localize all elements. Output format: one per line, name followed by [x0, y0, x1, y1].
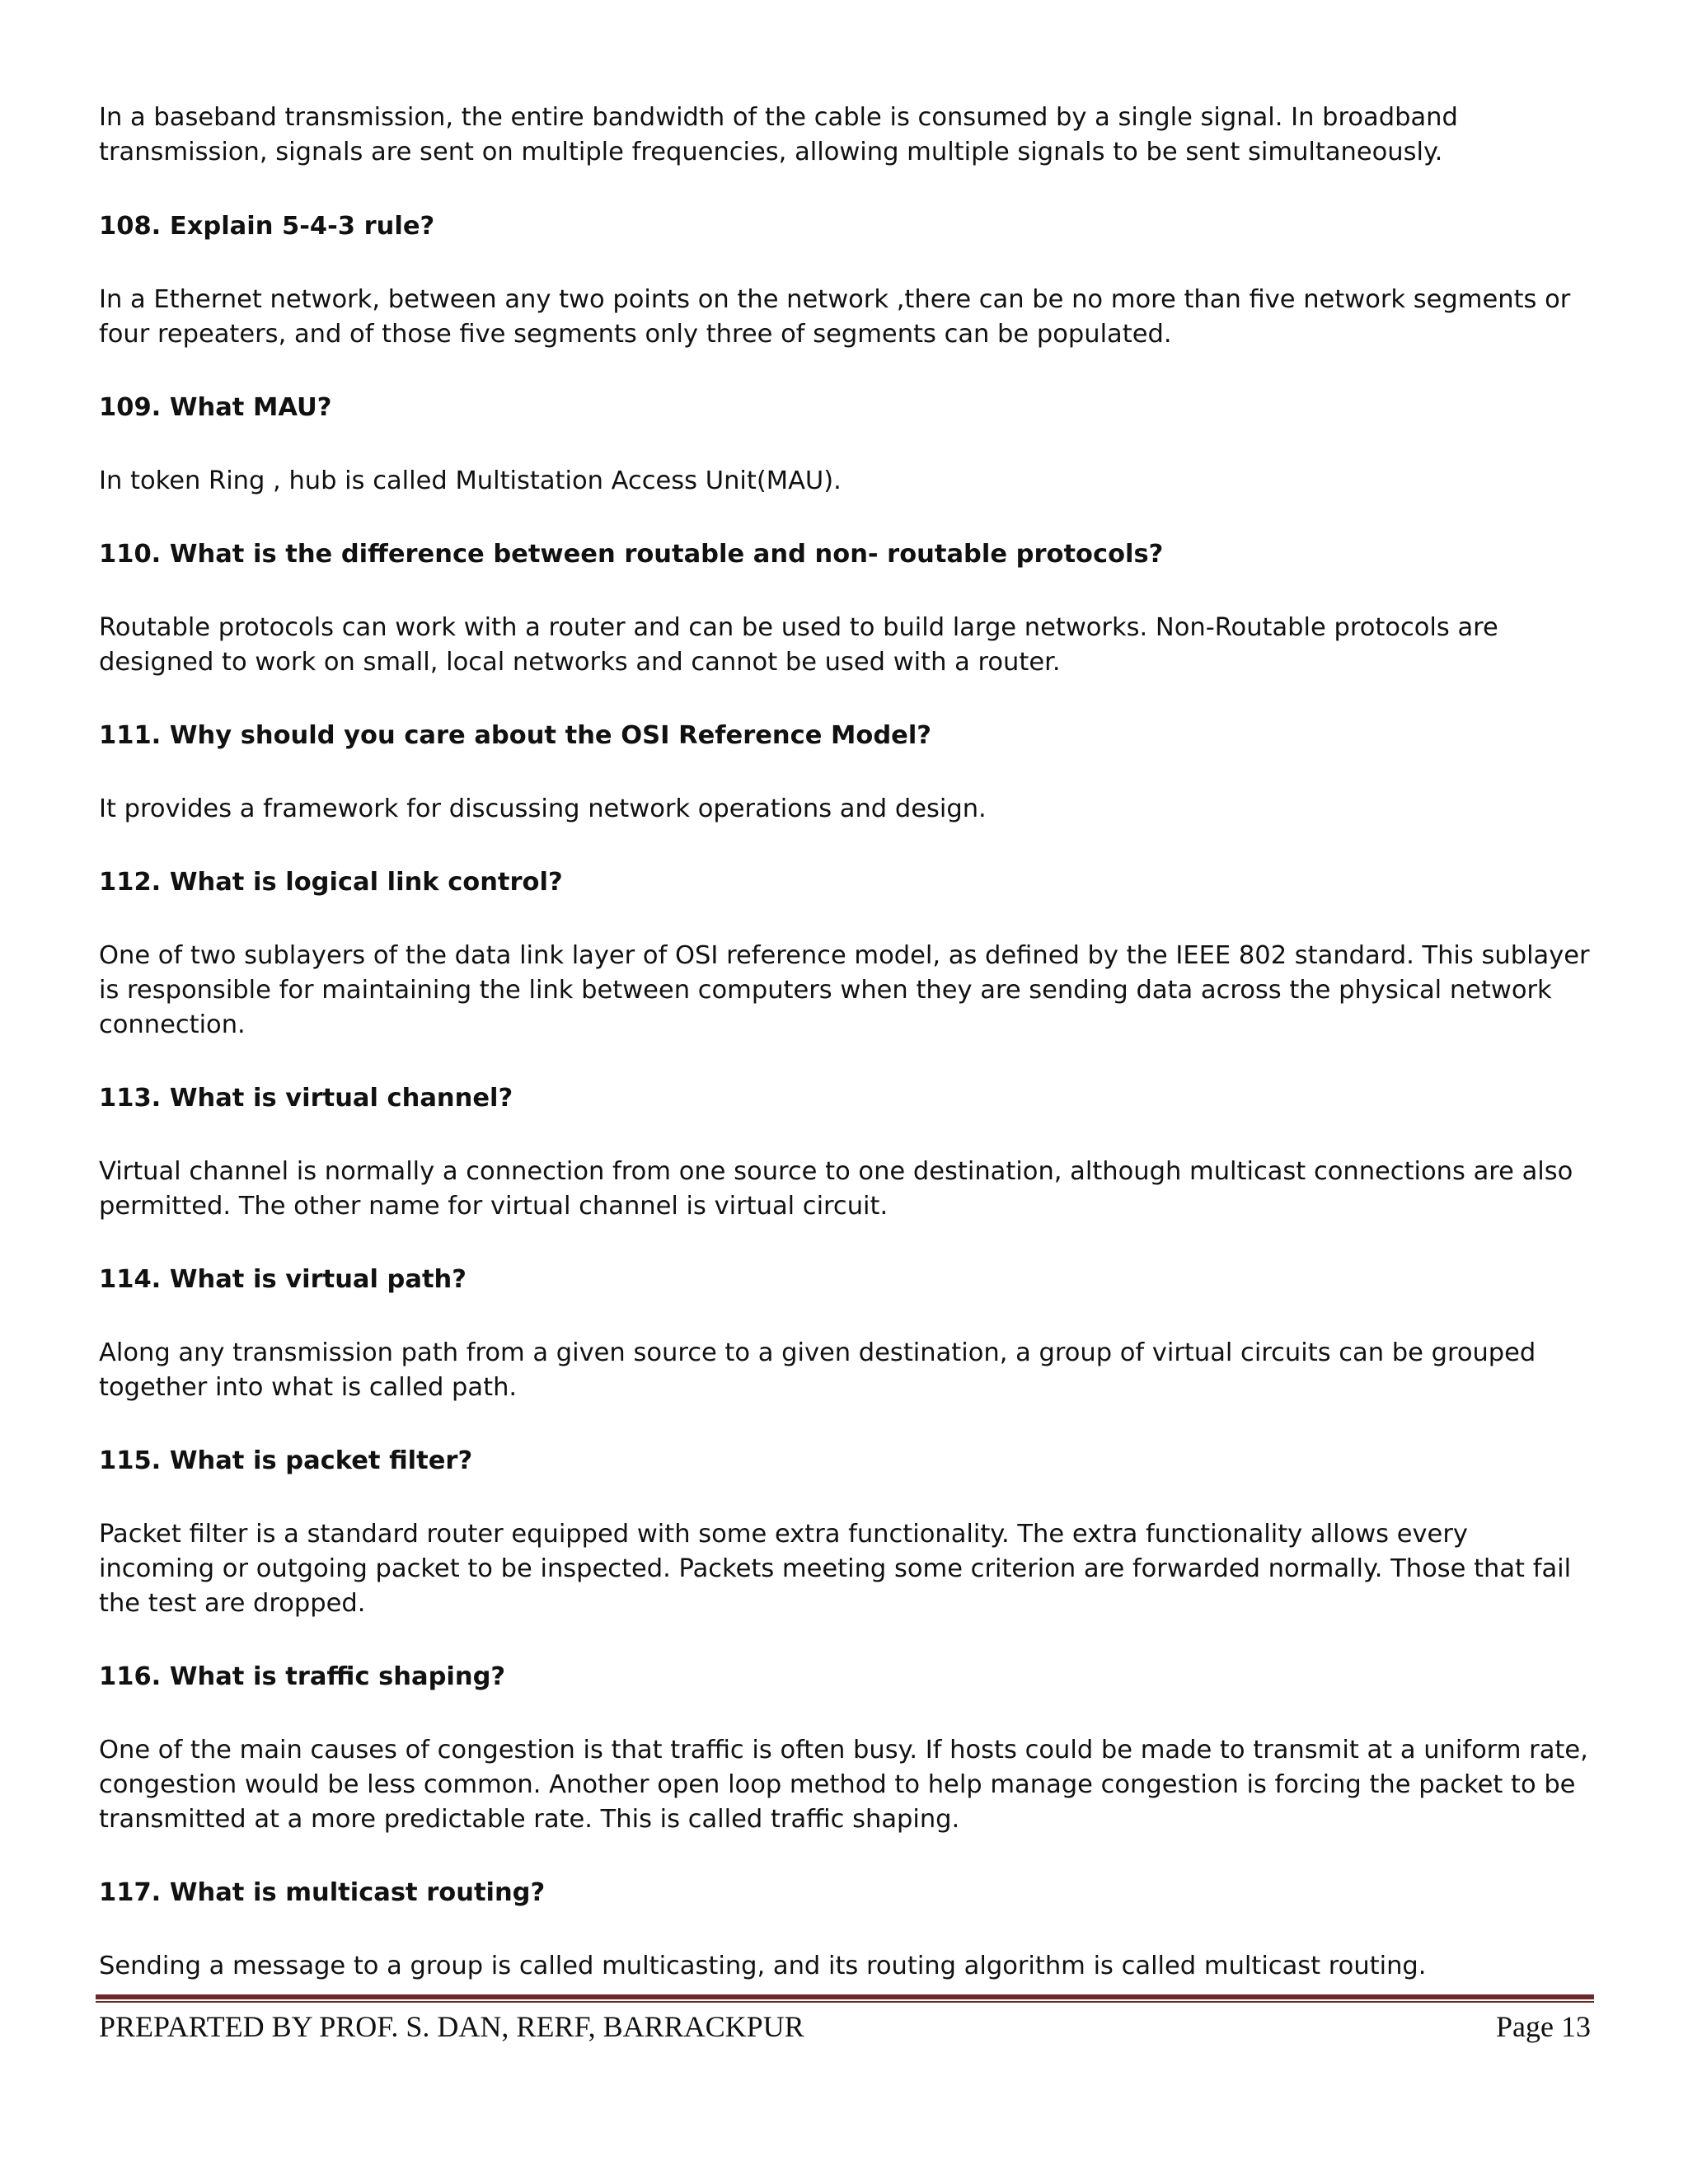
answer-paragraph: Virtual channel is normally a connection from one source to one destination, although multicast connections are also permitted. The other name for virtual channel is virtual circuit. [99, 1157, 1573, 1221]
answer-paragraph: It provides a framework for discussing network operations and design. [99, 794, 987, 823]
qa-item-111 [99, 719, 1591, 827]
answer-paragraph: One of two sublayers of the data link layer of OSI reference model, as defined by the IEEE 802 standard. This sublayer is responsible for maintaining the link between computers when they are sending data across the physical network connection. [99, 941, 1590, 1039]
footer-divider [96, 1994, 1594, 2004]
qa-item-112 [99, 865, 1591, 1043]
qa-item-113 [99, 1081, 1591, 1224]
footer-page-number: Page 13 [1496, 2010, 1591, 2043]
answer-paragraph: In a Ethernet network, between any two points on the network ,there can be no more than five network segments or four repeaters, and of those five segments only three of segments can be populated. [99, 285, 1571, 349]
question-heading: 108. Explain 5-4-3 rule? [99, 212, 435, 241]
qa-item-117 [99, 1876, 1591, 1984]
intro-paragraph: In a baseband transmission, the entire bandwidth of the cable is consumed by a single signal. In broadband transmission, signals are sent on multiple frequencies, allowing multiple signals to be sent simultaneously. [99, 103, 1458, 166]
qa-item-108 [99, 209, 1591, 352]
answer-paragraph: One of the main causes of congestion is that traffic is often busy. If hosts could be made to transmit at a uniform rate, congestion would be less common. Another open loop method to help manage congestion is forcing the packet to be transmitted at a more predictable rate. This is called traffic shaping. [99, 1736, 1588, 1834]
answer-paragraph: Packet filter is a standard router equipped with some extra functionality. The extra functionality allows every incoming or outgoing packet to be inspected. Packets meeting some criterion are forwarded normally. Those that fail the test are dropped. [99, 1520, 1572, 1618]
question-heading: 115. What is packet filter? [99, 1446, 473, 1475]
answer-paragraph: Along any transmission path from a given source to a given destination, a group of virtual circuits can be grouped together into what is called path. [99, 1338, 1536, 1402]
answer-paragraph: In token Ring , hub is called Multistation Access Unit(MAU). [99, 466, 842, 495]
qa-item-115 [99, 1444, 1591, 1621]
question-heading: 112. What is logical link control? [99, 868, 563, 897]
question-heading: 116. What is traffic shaping? [99, 1662, 506, 1691]
question-heading: 117. What is multicast routing? [99, 1878, 546, 1907]
answer-paragraph: Sending a message to a group is called multicasting, and its routing algorithm is called multicast routing. [99, 1952, 1427, 1980]
qa-item-116 [99, 1660, 1591, 1837]
question-heading: 111. Why should you care about the OSI Reference Model? [99, 721, 931, 750]
question-heading: 110. What is the difference between routable and non- routable protocols? [99, 540, 1164, 569]
question-heading: 113. What is virtual channel? [99, 1084, 513, 1113]
document-body [99, 101, 1591, 1984]
answer-paragraph: Routable protocols can work with a router and can be used to build large networks. Non-Routable protocols are designed to work on small, local networks and cannot be used with a router. [99, 613, 1498, 677]
footer-divider-thick [96, 1994, 1594, 1999]
question-heading: 109. What MAU? [99, 393, 332, 422]
qa-item-109 [99, 391, 1591, 499]
qa-item-110 [99, 537, 1591, 680]
footer-divider-thin [96, 2001, 1594, 2003]
question-heading: 114. What is virtual path? [99, 1265, 467, 1294]
qa-item-114 [99, 1263, 1591, 1405]
footer-author: PREPARTED BY PROF. S. DAN, RERF, BARRACKPUR [99, 2010, 804, 2043]
